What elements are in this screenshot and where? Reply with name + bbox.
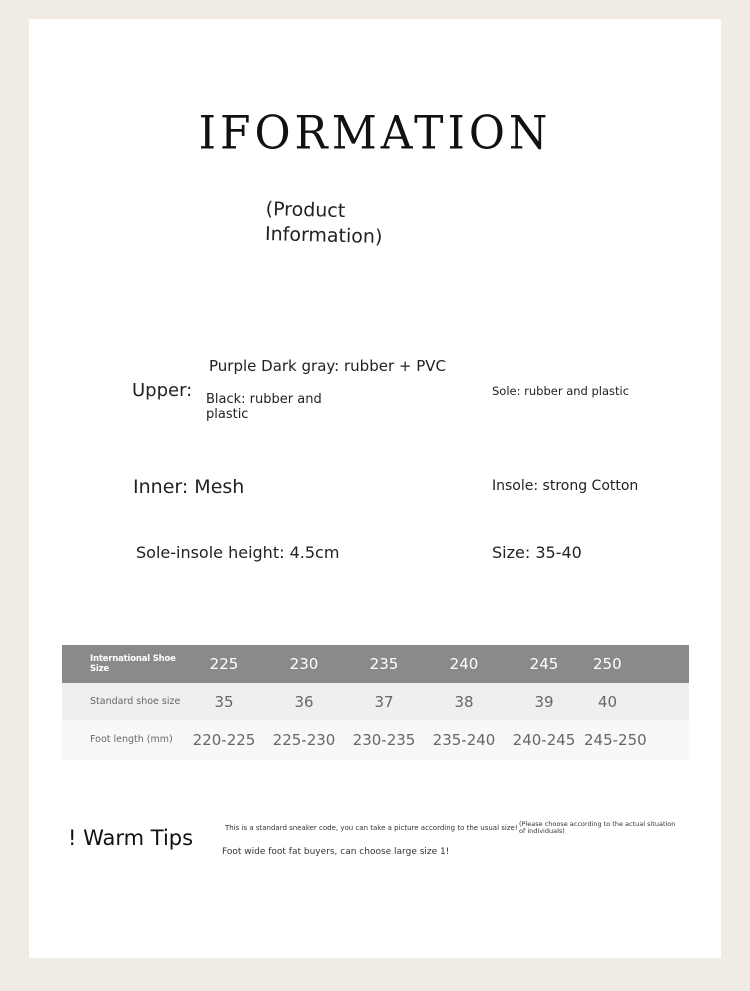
table-cell: 39 [534,692,554,711]
table-cell: 225-230 [272,731,336,749]
table-cell: 250 [593,655,622,673]
insole-spec: Insole: strong Cotton [492,478,639,494]
table-cell: 36 [294,692,314,711]
table-cell: 40 [598,692,618,711]
size-range-spec: Size: 35-40 [492,543,582,562]
upper-label: Upper: [132,380,193,401]
size-table-row-international [62,645,689,683]
upper-purple-spec: Purple Dark gray: rubber + PVC [209,357,446,375]
table-cell: 240 [449,655,479,673]
table-cell: 235-240 [432,731,496,749]
table-cell: 220-225 [192,731,256,749]
upper-black-spec: Black: rubber and plastic [206,392,322,422]
warm-tip-line-2: (Please choose according to the actual situation of individuals) [519,820,676,835]
sole-insole-height-spec: Sole-insole height: 4.5cm [136,543,340,562]
table-cell: 37 [374,692,394,711]
warm-tip-line-3: Foot wide foot fat buyers, can choose large size 1! [222,847,450,857]
row-label: Standard shoe size [90,695,181,707]
size-table-row-foot-length [62,720,689,760]
table-cell: 235 [369,655,399,673]
table-cell: 38 [454,692,474,711]
table-cell: 245-250 [584,731,647,749]
page-subtitle: (Product Information) [264,197,383,249]
table-cell: 230-235 [352,731,416,749]
table-cell: 35 [214,692,234,711]
sole-spec: Sole: rubber and plastic [492,384,630,398]
row-label: International Shoe Size [90,654,176,674]
page-title: IFORMATION [198,106,552,161]
table-cell: 225 [209,655,239,673]
table-cell: 240-245 [512,731,576,749]
table-cell: 245 [529,655,559,673]
inner-spec: Inner: Mesh [133,476,245,498]
row-label: Foot length (mm) [90,734,173,745]
warm-tip-line-1: This is a standard sneaker code, you can take a picture according to the usual size! [225,824,518,832]
table-cell: 230 [289,655,319,673]
size-table-row-standard [62,683,689,720]
size-table [62,645,689,760]
warm-tips-title: ! Warm Tips [68,826,194,850]
